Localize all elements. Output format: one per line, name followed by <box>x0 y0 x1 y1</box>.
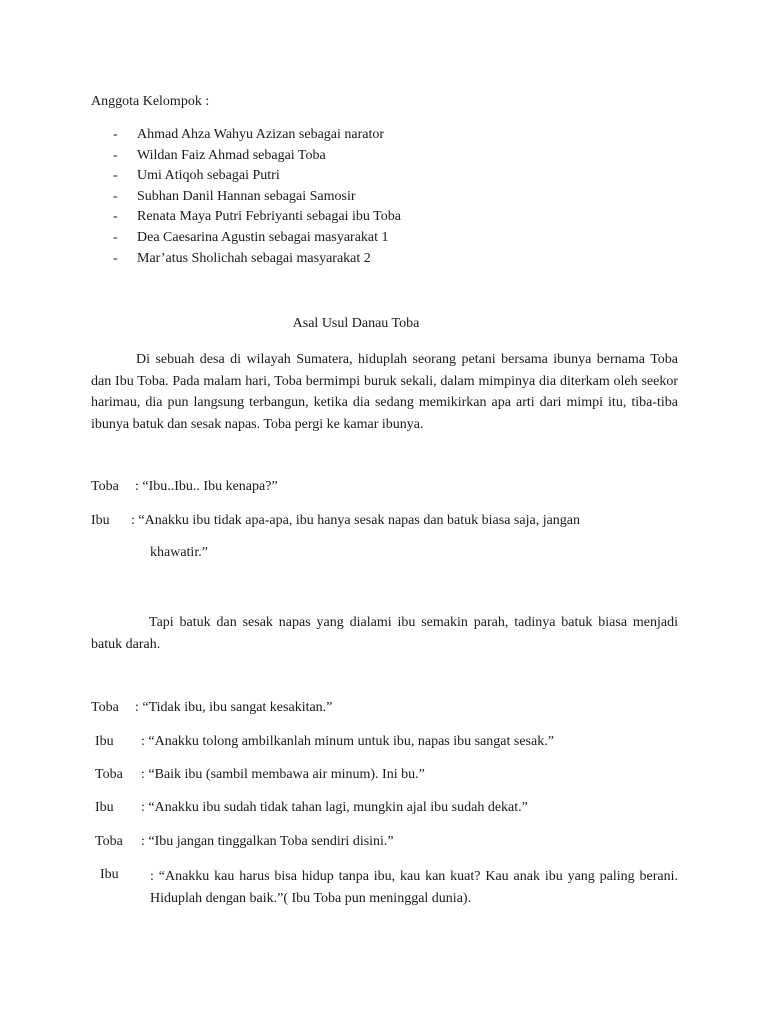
dialog-line: : “Tidak ibu, ibu sangat kesakitan.” <box>135 700 333 715</box>
member-item <box>0 189 768 209</box>
story-paragraph: Di sebuah desa di wilayah Sumatera, hiduplah seorang petani bersama ibunya bernama Toba dan Ibu Toba. Pada malam hari, Toba bermimpi buruk sekali, dalam mimpinya dia diterkam oleh seekor harimau, dia pun langsung terbangun, ketika dia sedang memikirkan apa arti dari mimpi itu, tiba-tiba ibunya batuk dan sesak napas. Toba pergi ke kamar ibunya. <box>91 352 678 432</box>
list-dash: - <box>113 251 118 266</box>
dialog-speaker: Toba <box>91 700 119 715</box>
dialog-speaker: Ibu <box>95 800 114 815</box>
story-paragraph: Tapi batuk dan sesak napas yang dialami ibu semakin parah, tadinya batuk biasa menjadi batuk darah. <box>91 615 678 652</box>
dialog-line: : “Anakku ibu tidak apa-apa, ibu hanya sesak napas dan batuk biasa saja, jangan <box>131 513 581 528</box>
member-text: Renata Maya Putri Febriyanti sebagai ibu Toba <box>137 209 401 224</box>
member-item <box>0 127 768 147</box>
dialog-line: : “Anakku ibu sudah tidak tahan lagi, mungkin ajal ibu sudah dekat.” <box>141 800 528 815</box>
dialog-speaker: Toba <box>95 834 123 849</box>
dialog-line: : “Anakku tolong ambilkanlah minum untuk ibu, napas ibu sangat sesak.” <box>141 734 554 749</box>
dialog-line: : “Anakku kau harus bisa hidup tanpa ibu, kau kan kuat? Kau anak ibu yang paling berani. Hiduplah dengan baik.”( Ibu Toba pun meninggal dunia). <box>150 869 678 906</box>
member-text: Dea Caesarina Agustin sebagai masyarakat 1 <box>137 230 389 245</box>
member-item <box>0 209 768 229</box>
member-item <box>0 230 768 250</box>
member-item <box>0 251 768 271</box>
list-dash: - <box>113 148 118 163</box>
member-item <box>0 148 768 168</box>
list-dash: - <box>113 189 118 204</box>
dialog-speaker: Toba <box>91 479 119 494</box>
member-text: Mar’atus Sholichah sebagai masyarakat 2 <box>137 251 371 266</box>
member-item <box>0 168 768 188</box>
member-text: Ahmad Ahza Wahyu Azizan sebagai narator <box>137 127 385 142</box>
member-text: Umi Atiqoh sebagai Putri <box>137 168 280 183</box>
dialog-line: : “Ibu..Ibu.. Ibu kenapa?” <box>135 479 278 494</box>
list-dash: - <box>113 127 118 142</box>
story-title: Asal Usul Danau Toba <box>292 316 420 331</box>
list-dash: - <box>113 209 118 224</box>
dialog-speaker: Toba <box>95 767 123 782</box>
dialog-line: : “Baik ibu (sambil membawa air minum). Ini bu.” <box>141 767 425 782</box>
member-text: Subhan Danil Hannan sebagai Samosir <box>137 189 356 204</box>
dialog-speaker: Ibu <box>100 867 119 882</box>
dialog-line: : “Ibu jangan tinggalkan Toba sendiri disini.” <box>141 834 394 849</box>
list-dash: - <box>113 230 118 245</box>
member-text: Wildan Faiz Ahmad sebagai Toba <box>137 148 326 163</box>
dialog-line-continuation: khawatir.” <box>150 545 208 560</box>
dialog-speaker: Ibu <box>91 513 110 528</box>
dialog-speaker: Ibu <box>95 734 114 749</box>
list-dash: - <box>113 168 118 183</box>
members-heading: Anggota Kelompok : <box>91 94 210 109</box>
